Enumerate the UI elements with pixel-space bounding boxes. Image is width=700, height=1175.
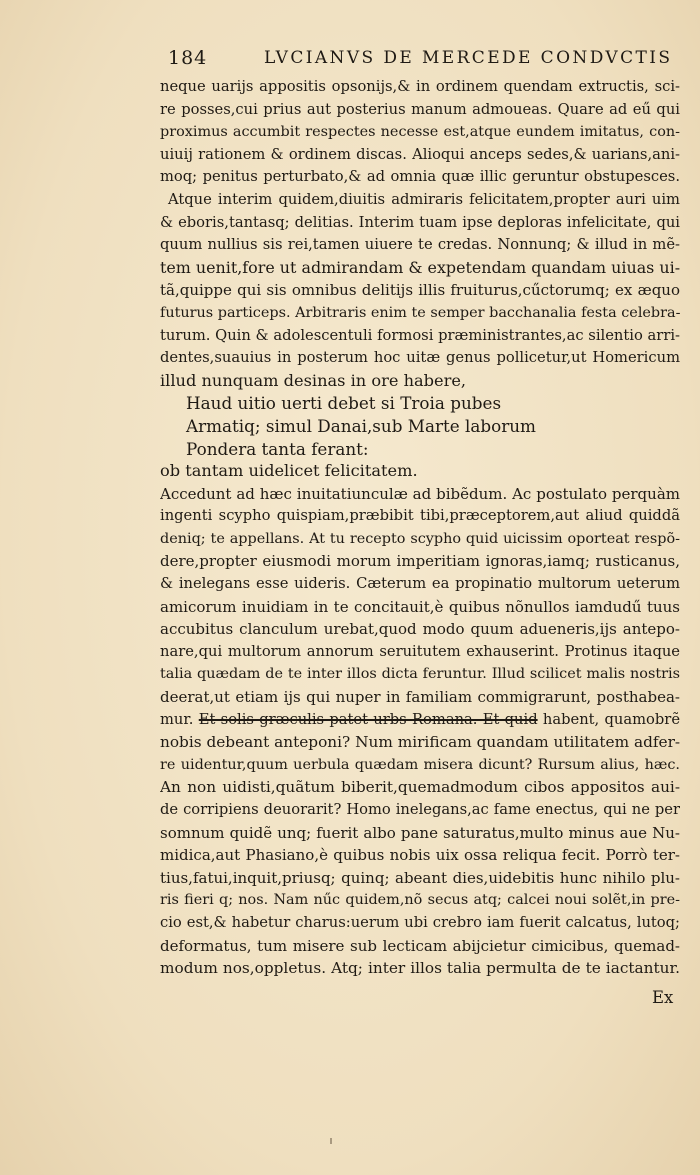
text-line: neque uarijs appositis opsonijs,& in ordinem quendam extructis, sci- <box>160 78 680 95</box>
text-line: accubitus clanculum urebat,quod modo quum adueneris,ijs antepo- <box>160 620 680 639</box>
text-line: ris fieri q; nos. Nam nűc quidem,nõ secus atq; calcei noui solẽt,in pre- <box>160 892 680 909</box>
page-header <box>168 47 673 75</box>
paper-speck <box>330 1138 332 1144</box>
text-line: dentes,suauius in posterum hoc uitæ genus pollicetur,ut Homericum <box>160 349 680 367</box>
catchword: Ex <box>652 988 674 1007</box>
text-line: futurus particeps. Arbitraris enim te semper bacchanalia festa celebra- <box>160 304 680 321</box>
text-line: talia quædam de te inter illos dicta feruntur. Illud scilicet malis nostris <box>160 666 680 683</box>
verse-line: Pondera tanta ferant: <box>186 438 369 459</box>
text-line: illud nunquam desinas in ore habere, <box>160 370 467 390</box>
text-line: An non uidisti,quãtum biberit,quemadmodum cibos appositos aui- <box>160 778 680 797</box>
text-line: Accedunt ad hæc inuitatiunculæ ad bibẽdum. Ac postulato perquàm <box>160 484 680 503</box>
text-line: dere,propter eiusmodi morum imperitiam ignoras,iamq; rusticanus, <box>160 552 680 571</box>
text-line: deerat,ut etiam ijs qui nuper in familiam commigrarunt, posthabea- <box>160 688 680 707</box>
text-line: deformatus, tum misere sub lecticam abijcietur cimicibus, quemad- <box>160 936 680 955</box>
text-line: proximus accumbit respectes necesse est,atque eundem imitatus, con- <box>160 124 680 141</box>
text-line: & eboris,tantasq; delitias. Interim tuam ipse deploras infelicitate, qui <box>160 213 680 231</box>
text-line: tã,quippe qui sis omnibus delitijs illis fruiturus,cűctorumq; ex æquo <box>160 281 680 300</box>
text-line: nare,qui multorum annorum seruitutem exhauserint. Protinus itaque <box>160 642 680 660</box>
text-line: amicorum inuidiam in te concitauit,è quibus nõnullos iamdudű tuus <box>160 597 680 616</box>
text-line: uiuij rationem & ordinem discas. Alioqui anceps sedes,& uarians,ani- <box>160 145 680 163</box>
text-line: tius,fatui,inquit,priusq; quinq; abeant dies,uidebitis hunc nihilo plu- <box>160 868 680 887</box>
verse-line: Haud uitio uerti debet si Troia pubes <box>186 393 502 414</box>
struck-through-text: Et solis græculis patet urbs Romana. Et quid <box>198 710 538 728</box>
text-line: turum. Quin & adolescentuli formosi præministrantes,ac silentio arri- <box>160 326 680 344</box>
text-line: Atque interim quidem,diuitis admiraris felicitatem,propter auri uim <box>168 190 680 208</box>
text-line: & inelegans esse uideris. Cæterum ea propinatio multorum ueterum <box>160 575 680 593</box>
text-line: quum nullius sis rei,tamen uiuere te credas. Nonnunq; & illud in mẽ- <box>160 236 680 254</box>
text-line: tem uenit,fore ut admirandam & expetendam quandam uiuas ui- <box>160 257 680 277</box>
text-line: re uidentur,quum uerbula quædam misera dicunt? Rursum alius, hæc. <box>160 756 680 773</box>
text-line: ingenti scypho quispiam,præbibit tibi,præceptorem,aut aliud quiddã <box>160 507 680 525</box>
text-line: ob tantam uidelicet felicitatem. <box>160 461 418 481</box>
running-title: LVCIANVS DE MERCEDE CONDVCTIS <box>264 48 673 68</box>
text-line: somnum quidẽ unq; fuerit albo pane saturatus,multo minus aue Nu- <box>160 823 680 842</box>
text-line: de corripiens deuorarit? Homo inelegans,ac fame enectus, qui ne per <box>160 801 680 818</box>
verse-line: Armatiq; simul Danai,sub Marte laborum <box>186 415 536 436</box>
text-line: deniq; te appellans. At tu recepto scypho quid uicissim oporteat respõ- <box>160 530 680 547</box>
text-block <box>160 76 680 980</box>
text-line: nobis debeant anteponi? Num mirificam quandam utilitatem adfer- <box>160 733 680 752</box>
struck-line-start: mur. <box>160 710 199 728</box>
text-line: re posses,cui prius aut posterius manum admoueas. Quare ad eű qui <box>160 100 680 118</box>
struck-line-end: habent, quamobrẽ <box>537 710 680 728</box>
folio-number: 184 <box>168 47 208 69</box>
text-line: modum nos,oppletus. Atq; inter illos talia permulta de te iactantur. <box>160 959 680 978</box>
text-line: midica,aut Phasiano,è quibus nobis uix ossa reliqua fecit. Porrò ter- <box>160 846 680 865</box>
struck-text-line <box>160 709 680 732</box>
text-line: cio est,& habetur charus:uerum ubi crebro iam fuerit calcatus, lutoq; <box>160 913 680 931</box>
text-line: moq; penitus perturbato,& ad omnia quæ illic geruntur obstupesces. <box>160 168 680 186</box>
